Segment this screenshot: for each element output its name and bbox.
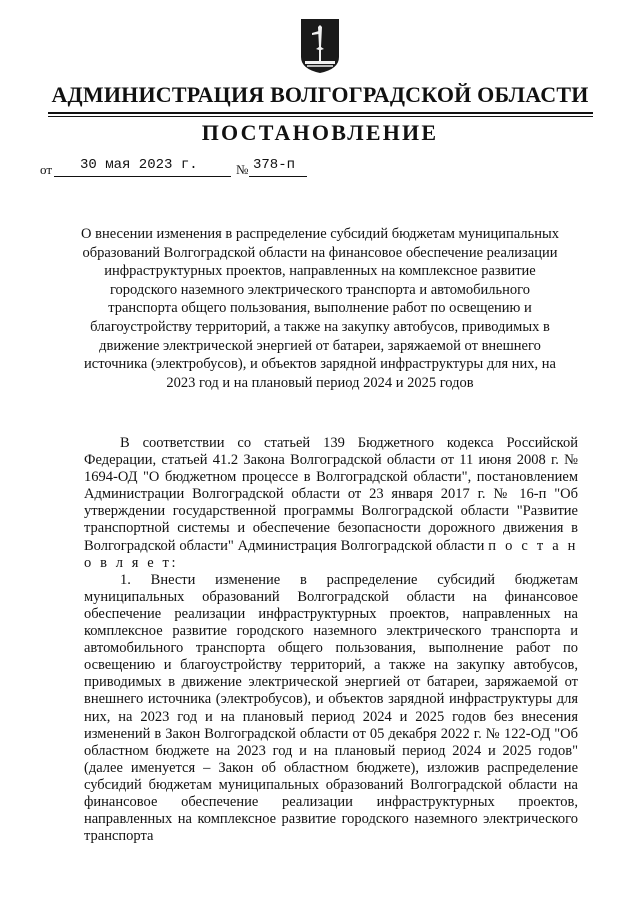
number-underline [249, 176, 307, 177]
number-label: № [236, 162, 249, 177]
document-number: 378-п [253, 157, 296, 173]
preamble-paragraph [84, 435, 578, 572]
item-1-paragraph: 1. Внести изменение в распределение субсидий бюджетам муниципальных образований Волгоградской области на финансовое обеспечение реализации инфраструктурных проектов, направленных на комплексное развитие городского наземного электрического транспорта и автомобильного транспорта общего пользования, выполнение работ по освещению и благоустройству территорий, а также на закупку автобусов, приводимых в движение электрической энергией от батареи, заряжаемой от внешнего источника (электробусов), и объектов зарядной инфраструктуры для них, на 2023 год и на плановый период 2024 и 2025 годов без внесения изменений в Закон Волгоградской области от 05 декабря 2022 г. № 122-ОД "Об областном бюджете на 2023 год и на плановый период 2024 и 2025 годов" (далее именуется – Закон об областном бюджете), изложив распределение субсидий бюджетам муниципальных образований Волгоградской области на финансовое обеспечение реализации инфраструктурных проектов, направленных на комплексное развитие городского наземного электрического транспорта [84, 571, 578, 845]
document-body [84, 435, 578, 845]
document-heading: О внесении изменения в распределение субсидий бюджетам муниципальных образований Волгоградской области на финансовое обеспечение реализации инфраструктурных проектов, направленных на комплексное развитие городского наземного электрического транспорта и автомобильного транспорта общего пользования, выполнение работ по освещению и благоустройству территорий, а также на закупку автобусов, приводимых в движение электрической энергией от батареи, заряжаемой от внешнего источника (электробусов), и объектов зарядной инфраструктуры для них, на 2023 год и на плановый период 2024 и 2025 годов [81, 226, 559, 391]
header-divider-thick [48, 112, 593, 114]
organization-title: АДМИНИСТРАЦИЯ ВОЛГОГРАДСКОЙ ОБЛАСТИ [51, 82, 589, 107]
preamble-text: В соответствии со статьей 139 Бюджетного кодекса Российской Федерации, статьей 41.2 Закона Волгоградской области от 11 июня 2008 г. № 1694-ОД "О бюджетном процессе в Волгоградской области", постановлением Администрации Волгоградской области от 23 января 2017 г. № 16-п "Об утверждении государственной программы Волгоградской области "Развитие транспортной системы и обеспечение безопасности дорожного движения в Волгоградской области" Администрация Волгоградской области [84, 435, 578, 554]
resolves-word: п о с т а н о в л я е т: [84, 537, 579, 571]
document-meta [40, 157, 340, 181]
header-divider-thin [48, 116, 593, 117]
date-underline [54, 176, 231, 177]
coat-of-arms-icon [299, 17, 341, 75]
date-label: от [40, 162, 53, 177]
document-type: ПОСТАНОВЛЕНИЕ [201, 120, 439, 145]
document-date: 30 мая 2023 г. [80, 157, 198, 173]
